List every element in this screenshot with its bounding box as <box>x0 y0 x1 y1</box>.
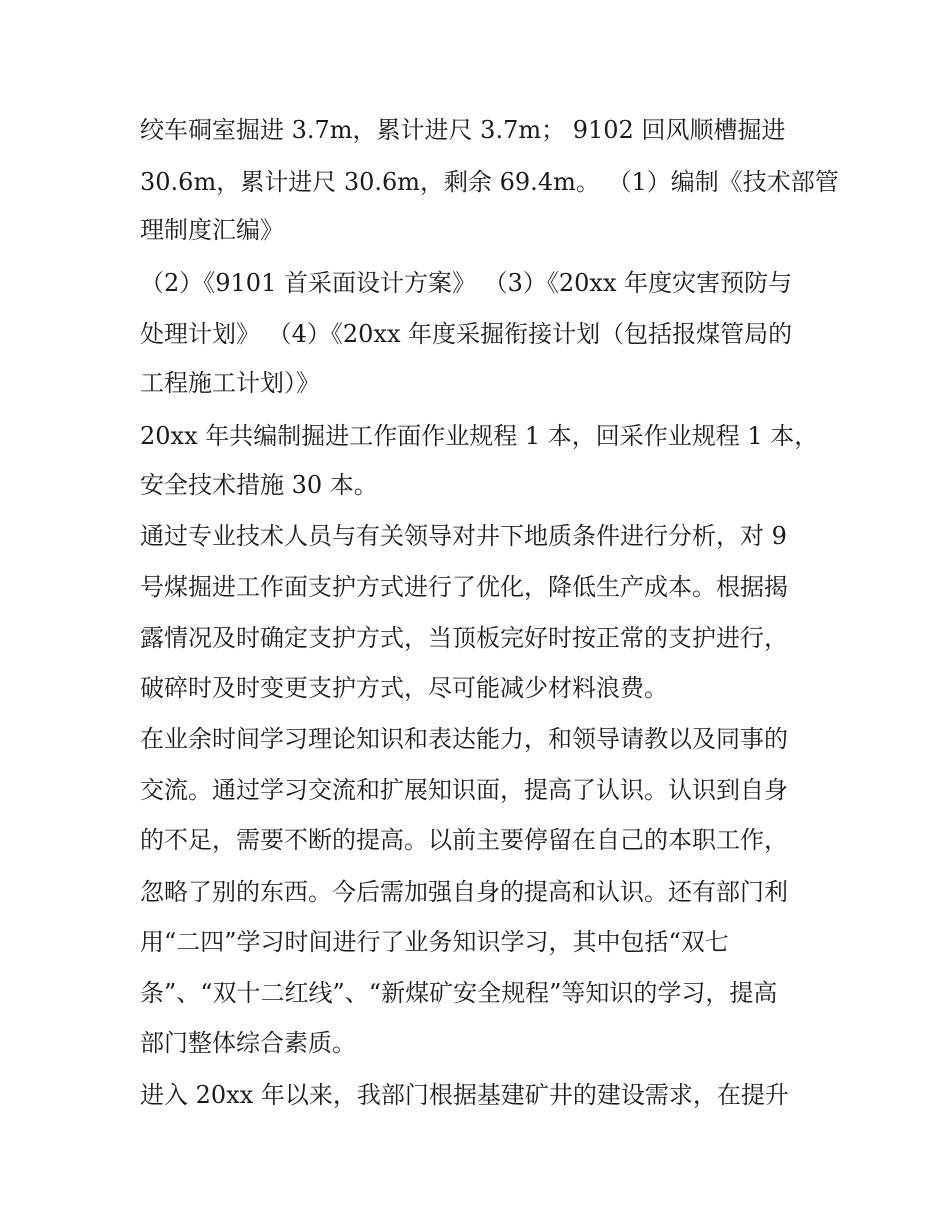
text-line: 工程施工计划）》 <box>140 369 320 397</box>
text-line: 绞车硐室掘进 3.7m，累计进尺 3.7m； 9102 回风顺槽掘进 <box>140 116 786 144</box>
text-line: 通过专业技术人员与有关领导对井下地质条件进行分析，对 9 <box>140 522 787 550</box>
text-line: 在业余时间学习理论知识和表达能力，和领导请教以及同事的 <box>140 725 788 753</box>
text-line: 用“二四”学习时间进行了业务知识学习，其中包括“双七 <box>140 928 729 956</box>
text-line: 忽略了别的东西。今后需加强自身的提高和认识。还有部门利 <box>140 878 788 906</box>
text-line: 安全技术措施 30 本。 <box>140 471 378 499</box>
text-line: 理制度汇编》 <box>140 216 284 244</box>
text-line: 的不足，需要不断的提高。以前主要停留在自己的本职工作， <box>140 826 788 854</box>
text-line: 号煤掘进工作面支护方式进行了优化，降低生产成本。根据揭 <box>140 573 788 601</box>
text-line: 30.6m，累计进尺 30.6m，剩余 69.4m。 （1）编制《技术部管 <box>140 168 839 196</box>
text-line: 条”、“双十二红线”、“新煤矿安全规程”等知识的学习，提高 <box>140 979 778 1007</box>
text-line: 破碎时及时变更支护方式，尽可能减少材料浪费。 <box>140 674 668 702</box>
text-line: 20xx 年共编制掘进工作面作业规程 1 本，回采作业规程 1 本， <box>140 422 819 450</box>
text-line: 处理计划》 （4）《20xx 年度采掘衔接计划（包括报煤管局的 <box>140 320 793 348</box>
text-line: 部门整体综合素质。 <box>140 1029 356 1057</box>
text-line: 交流。通过学习交流和扩展知识面，提高了认识。认识到自身 <box>140 776 788 804</box>
text-line: （2）《9101 首采面设计方案》 （3）《20xx 年度灾害预防与 <box>140 269 793 297</box>
text-line: 进入 20xx 年以来，我部门根据基建矿井的建设需求，在提升 <box>140 1081 789 1109</box>
text-line: 露情况及时确定支护方式，当顶板完好时按正常的支护进行， <box>140 624 788 652</box>
